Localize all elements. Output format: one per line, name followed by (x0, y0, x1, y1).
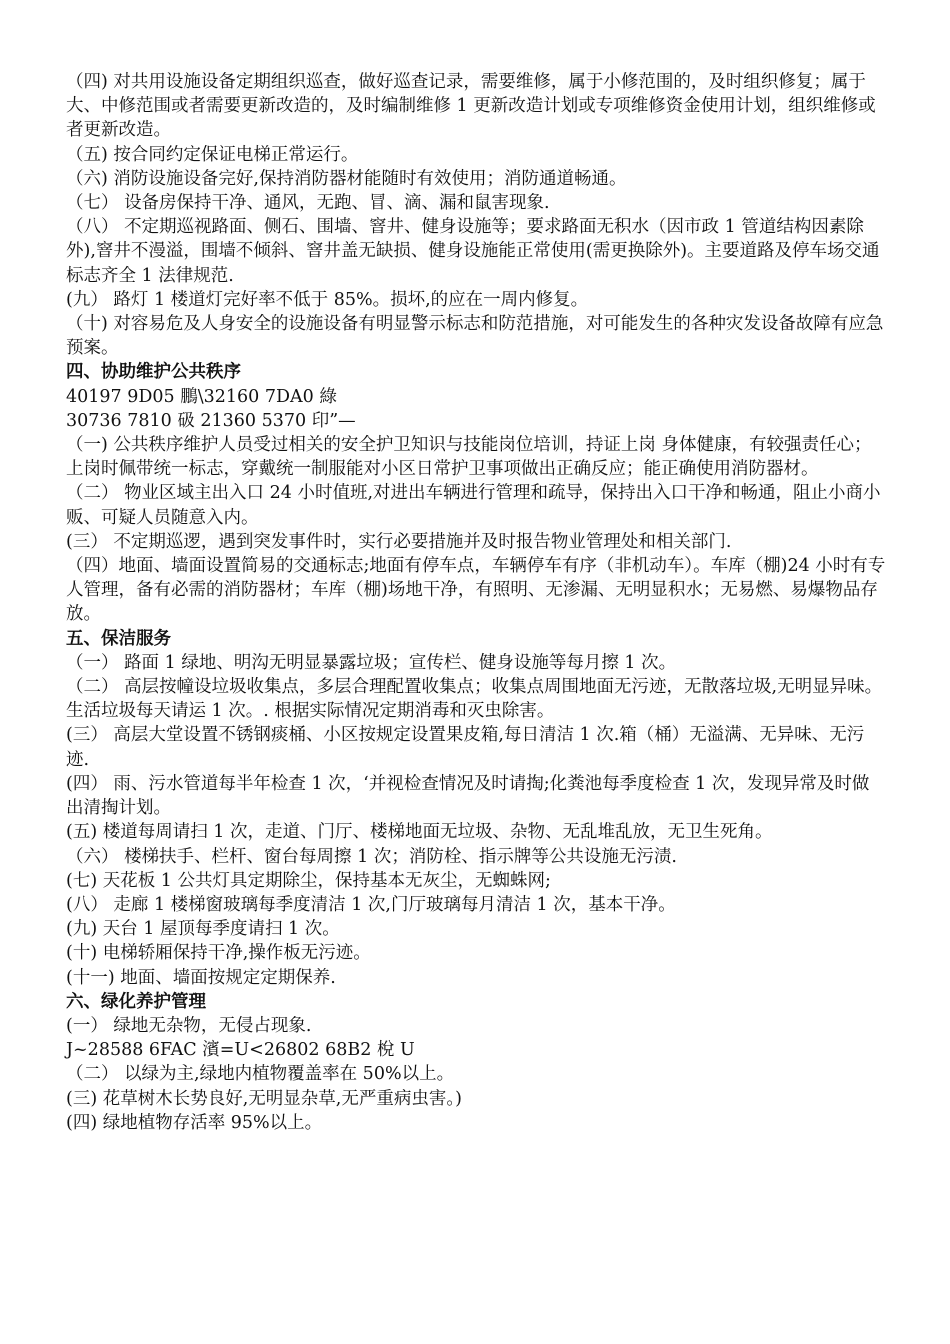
paragraph: 40197 9D05 鵬\32160 7DA0 綠 (66, 386, 337, 407)
paragraph: （四) 对共用设施设备定期组织巡查，做好巡查记录，需要维修，属于小修范围的，及时组织修复；属于大、中修范围或者需要更新改造的，及时编制维修 1 更新改造计划或专项维修资金使用计划，组织维修或者更新改造。 (66, 72, 876, 141)
section-heading: 六、绿化养护管理 (66, 991, 206, 1012)
paragraph: （六) 消防设施设备完好,保持消防器材能随时有效使用；消防通道畅通。 (66, 168, 627, 189)
paragraph: （二） 物业区域主出入口 24 小时值班,对进出车辆进行管理和疏导，保持出入口干净和畅通，阻止小商小贩、可疑人员随意入内。 (66, 483, 881, 528)
paragraph: (七) 天花板 1 公共灯具定期除尘，保持基本无灰尘，无蜘蛛网; (66, 870, 551, 891)
paragraph: （六） 楼梯扶手、栏杆、窗台每周擦 1 次；消防栓、指示牌等公共设施无污渍. (66, 846, 677, 867)
paragraph: （一) 公共秩序维护人员受过相关的安全护卫知识与技能岗位培训，持证上岗 身体健康，有较强责任心；上岗时佩带统一标志，穿戴统一制服能对小区日常护卫事项做出正确反应；能正确使用消防器材。 (66, 435, 872, 480)
paragraph: (三） 高层大堂设置不锈钢痰桶、小区按规定设置果皮箱,每日清洁 1 次.箱（桶）无溢满、无异味、无污迹. (66, 725, 865, 770)
document-body (66, 70, 886, 1135)
section-heading: 五、保洁服务 (66, 628, 171, 649)
paragraph: 30736 7810 砐 21360 5370 印”— (66, 410, 356, 431)
paragraph: （二） 以绿为主,绿地内植物覆盖率在 50%以上。 (66, 1064, 455, 1085)
paragraph: （二） 高层按幢设垃圾收集点，多层合理配置收集点；收集点周围地面无污迹，无散落垃圾,无明显异味。生活垃圾每天请运 1 次。. 根据实际情况定期消毒和灭虫除害。 (66, 677, 883, 722)
paragraph: （四）地面、墙面设置简易的交通标志;地面有停车点，车辆停车有序（非机动车）。车库（棚)24 小时有专人管理，备有必需的消防器材；车库（棚)场地干净，有照明、无渗漏、无明显积水；无易燃、易爆物品存放。 (66, 556, 886, 625)
paragraph: （五) 按合同约定保证电梯正常运行。 (66, 144, 359, 165)
paragraph: （八） 不定期巡视路面、侧石、围墙、窨井、健身设施等；要求路面无积水（因市政 1 管道结构因素除外),窨井不漫溢，围墙不倾斜、窨井盖无缺损、健身设施能正常使用(需更换除外)。主要道路及停车场交通标志齐全 1 法律规范. (66, 217, 880, 286)
paragraph: (九） 路灯 1 楼道灯完好率不低于 85%。损坏,的应在一周内修复。 (66, 289, 589, 310)
paragraph: (三) 花草树木长势良好,无明显杂草,无严重病虫害。) (66, 1088, 462, 1109)
paragraph: (四) 绿地植物存活率 95%以上。 (66, 1112, 323, 1133)
paragraph: (十一) 地面、墙面按规定定期保养. (66, 967, 336, 988)
paragraph: J~28588 6FAC 濱=U<26802 68B2 梲 U (66, 1040, 415, 1061)
paragraph: （七） 设备房保持干净、通风，无跑、冒、滴、漏和鼠害现象. (66, 193, 550, 214)
paragraph: (八） 走廊 1 楼梯窗玻璃每季度清洁 1 次,门厅玻璃每月清洁 1 次，基本干净。 (66, 894, 676, 915)
paragraph: (五) 楼道每周请扫 1 次，走道、门厅、楼梯地面无垃圾、杂物、无乱堆乱放，无卫生死角。 (66, 822, 773, 843)
paragraph: (四） 雨、污水管道每半年检查 1 次，‘并视检查情况及时请掏;化粪池每季度检查 1 次，发现异常及时做出清掏计划。 (66, 773, 870, 819)
paragraph: (一） 绿地无杂物，无侵占现象. (66, 1015, 312, 1036)
paragraph: （一） 路面 1 绿地、明沟无明显暴露垃圾；宣传栏、健身设施等每月擦 1 次。 (66, 652, 677, 673)
paragraph: (十) 电梯轿厢保持干净,操作板无污迹。 (66, 943, 371, 964)
paragraph: （十) 对容易危及人身安全的设施设备有明显警示标志和防范措施，对可能发生的各种灾发设备故障有应急预案。 (66, 314, 884, 359)
section-heading: 四、协助维护公共秩序 (66, 362, 241, 383)
paragraph: (九) 天台 1 屋顶每季度请扫 1 次。 (66, 919, 340, 940)
paragraph: (三） 不定期巡逻，遇到突发事件时，实行必要措施并及时报告物业管理处和相关部门. (66, 531, 732, 552)
